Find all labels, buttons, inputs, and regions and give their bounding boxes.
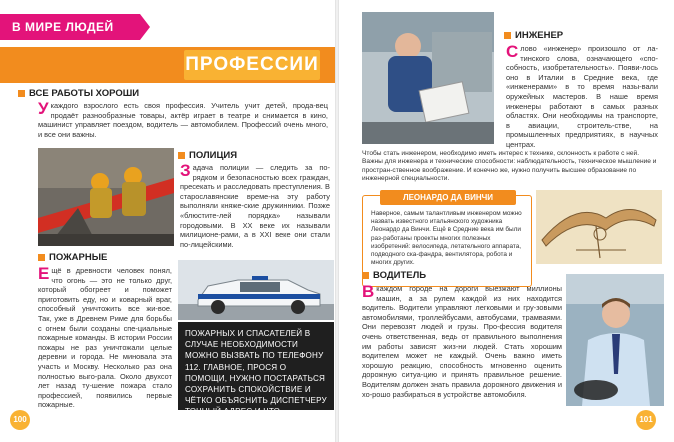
bullet-icon bbox=[178, 152, 185, 159]
bullet-icon bbox=[362, 272, 369, 279]
bullet-icon bbox=[504, 32, 511, 39]
leonardo-heading: ЛЕОНАРДО ДА ВИНЧИ bbox=[380, 190, 516, 205]
police-paragraph bbox=[180, 163, 330, 255]
engineer-paragraph bbox=[506, 44, 658, 148]
engineer-note: Чтобы стать инженером, необходимо иметь интерес к технике, склонность к работе с ней. Важны для инженера и технические способности: наблюдательность, техническое мышление и простран-ственное воображение. И конечно же, нужно получить высшее образование по инженерной специальности. bbox=[362, 150, 657, 183]
emergency-caption: ПОЖАРНЫХ И СПАСАТЕЛЕЙ В СЛУЧАЕ НЕОБХОДИМОСТИ МОЖНО ВЫЗВАТЬ ПО ТЕЛЕФОНУ 112. ГЛАВНОЕ, ПРОСЯ О ПОМОЩИ, НУЖНО ПОСТАРАТЬСЯ СОХРАНИТЬ СПОКОЙСТВИЕ И ЧЁТКО ОБЪЯСНИТЬ ДИСПЕТЧЕРУ ТОЧНЫЙ АДРЕС И ЧТО СЛУЧИЛОСЬ. bbox=[178, 322, 334, 410]
driver-text: каждом городе на дороги выезжают миллионы машин, а за рулем каждой из них находится водитель. Водители управляют легковыми и гру-зовыми автомобилями, троллейбусами, автобусами, трамваями. Они перевозят людей и грузы. Про-фессия водителя очень ответственная, ведь от правильного выполнения им работы зависят жиз-ни людей. Стать хорошим водителем может не каждый. Очень важно иметь хорошую реакцию, способность мгновенно оценить дорожную ситуа-цию и принять правильное решение. Водителям должен знать правила дорожного движения и хо-рошо разбираться в устройстве автомобиля. bbox=[362, 284, 562, 399]
driver-paragraph bbox=[362, 284, 562, 408]
heading-driver-text: ВОДИТЕЛЬ bbox=[373, 270, 427, 281]
bullet-icon bbox=[18, 90, 25, 97]
section-label-text: В МИРЕ ЛЮДЕЙ bbox=[12, 20, 114, 34]
book-gutter bbox=[335, 0, 339, 442]
page-number-right: 101 bbox=[636, 410, 656, 430]
heading-driver bbox=[362, 270, 426, 281]
heading-firemen bbox=[38, 252, 107, 263]
dropcap: В bbox=[362, 282, 375, 301]
page-number-left: 100 bbox=[10, 410, 30, 430]
heading-firemen-text: ПОЖАРНЫЕ bbox=[49, 252, 108, 263]
flying-machine-sketch bbox=[536, 190, 662, 264]
section-label-tail bbox=[140, 14, 150, 40]
section-label bbox=[0, 14, 140, 40]
engineer-text: лово «инженер» произошло от ла-тинского слова, означающего «спо-собность, изобретательность». Появи-лось оно в Италии в Средние века, где «инженерами» в то время назы-вали оружейных мастеров. В наше время инженеры работают в самых разных областях. Они необходимы на транспорте, в авиации, строитель-стве, на промышленных предприятиях, в научных центрах. bbox=[506, 44, 658, 149]
police-text: адача полиции — следить за по-рядком и безопасностью всех граждан, пресекать и расследовать преступления. В старославянские време-на эту работу выполняли княже-ские дружинники. Позже «блюстите-лей порядка» называли городовыми. В XX веке их называли милиционе-рами, а в XXI веке они стали по-лицейскими. bbox=[180, 163, 330, 249]
heading-all-jobs-text: ВСЕ РАБОТЫ ХОРОШИ bbox=[29, 88, 140, 99]
bullet-icon bbox=[38, 254, 45, 261]
heading-police-text: ПОЛИЦИЯ bbox=[189, 150, 238, 161]
dropcap: Е bbox=[38, 264, 50, 283]
engineer-photo bbox=[362, 12, 494, 144]
driver-photo bbox=[566, 274, 664, 406]
firemen-text: щё в древности человек понял, что огонь — это не только друг, который обогреет и поможет приготовить еду, но и коварный враг, способный уничтожить все жи-вое. Так, уже в Древнем Риме для борьбы с огнем были созданы спе-циальные пожарные команды. В истории России пожары не раз уничтожали целые деревни и города. Не миновала эта участь и Москву. Несколько раз она полностью выго-рала. Около двухсот лет назад ту-шение пожара стало профессией, появились первые пожарные. bbox=[38, 266, 172, 410]
dropcap: У bbox=[38, 99, 49, 118]
police-car-photo bbox=[178, 260, 334, 320]
leonardo-text: Наверное, самым талантливым инженером можно назвать известного итальянского художника Леонардо да Винчи. Ещё в Средние века им были раз-работаны проекты многих полезных изобретений: велосипеда, летательного аппарата, подводного ска-фандра, вентилятора, робота и многих других. bbox=[371, 210, 522, 267]
heading-all-jobs bbox=[18, 88, 139, 99]
dropcap: С bbox=[506, 42, 519, 61]
all-jobs-text: каждого взрослого есть своя профессия. Учитель учит детей, прода-вец продаёт разнообразные товары, актёр играет в театре и снимается в кино, машинист управляет поездом, водитель — автомобилем. Профессий очень много, и все они важны. bbox=[38, 101, 328, 139]
heading-engineer-text: ИНЖЕНЕР bbox=[515, 30, 564, 41]
all-jobs-paragraph bbox=[38, 101, 328, 143]
heading-engineer bbox=[504, 30, 563, 41]
firemen-paragraph bbox=[38, 264, 172, 410]
firemen-photo bbox=[38, 148, 174, 246]
page-title: ПРОФЕССИИ bbox=[184, 50, 320, 80]
dropcap: З bbox=[180, 161, 191, 180]
heading-police bbox=[178, 150, 237, 161]
